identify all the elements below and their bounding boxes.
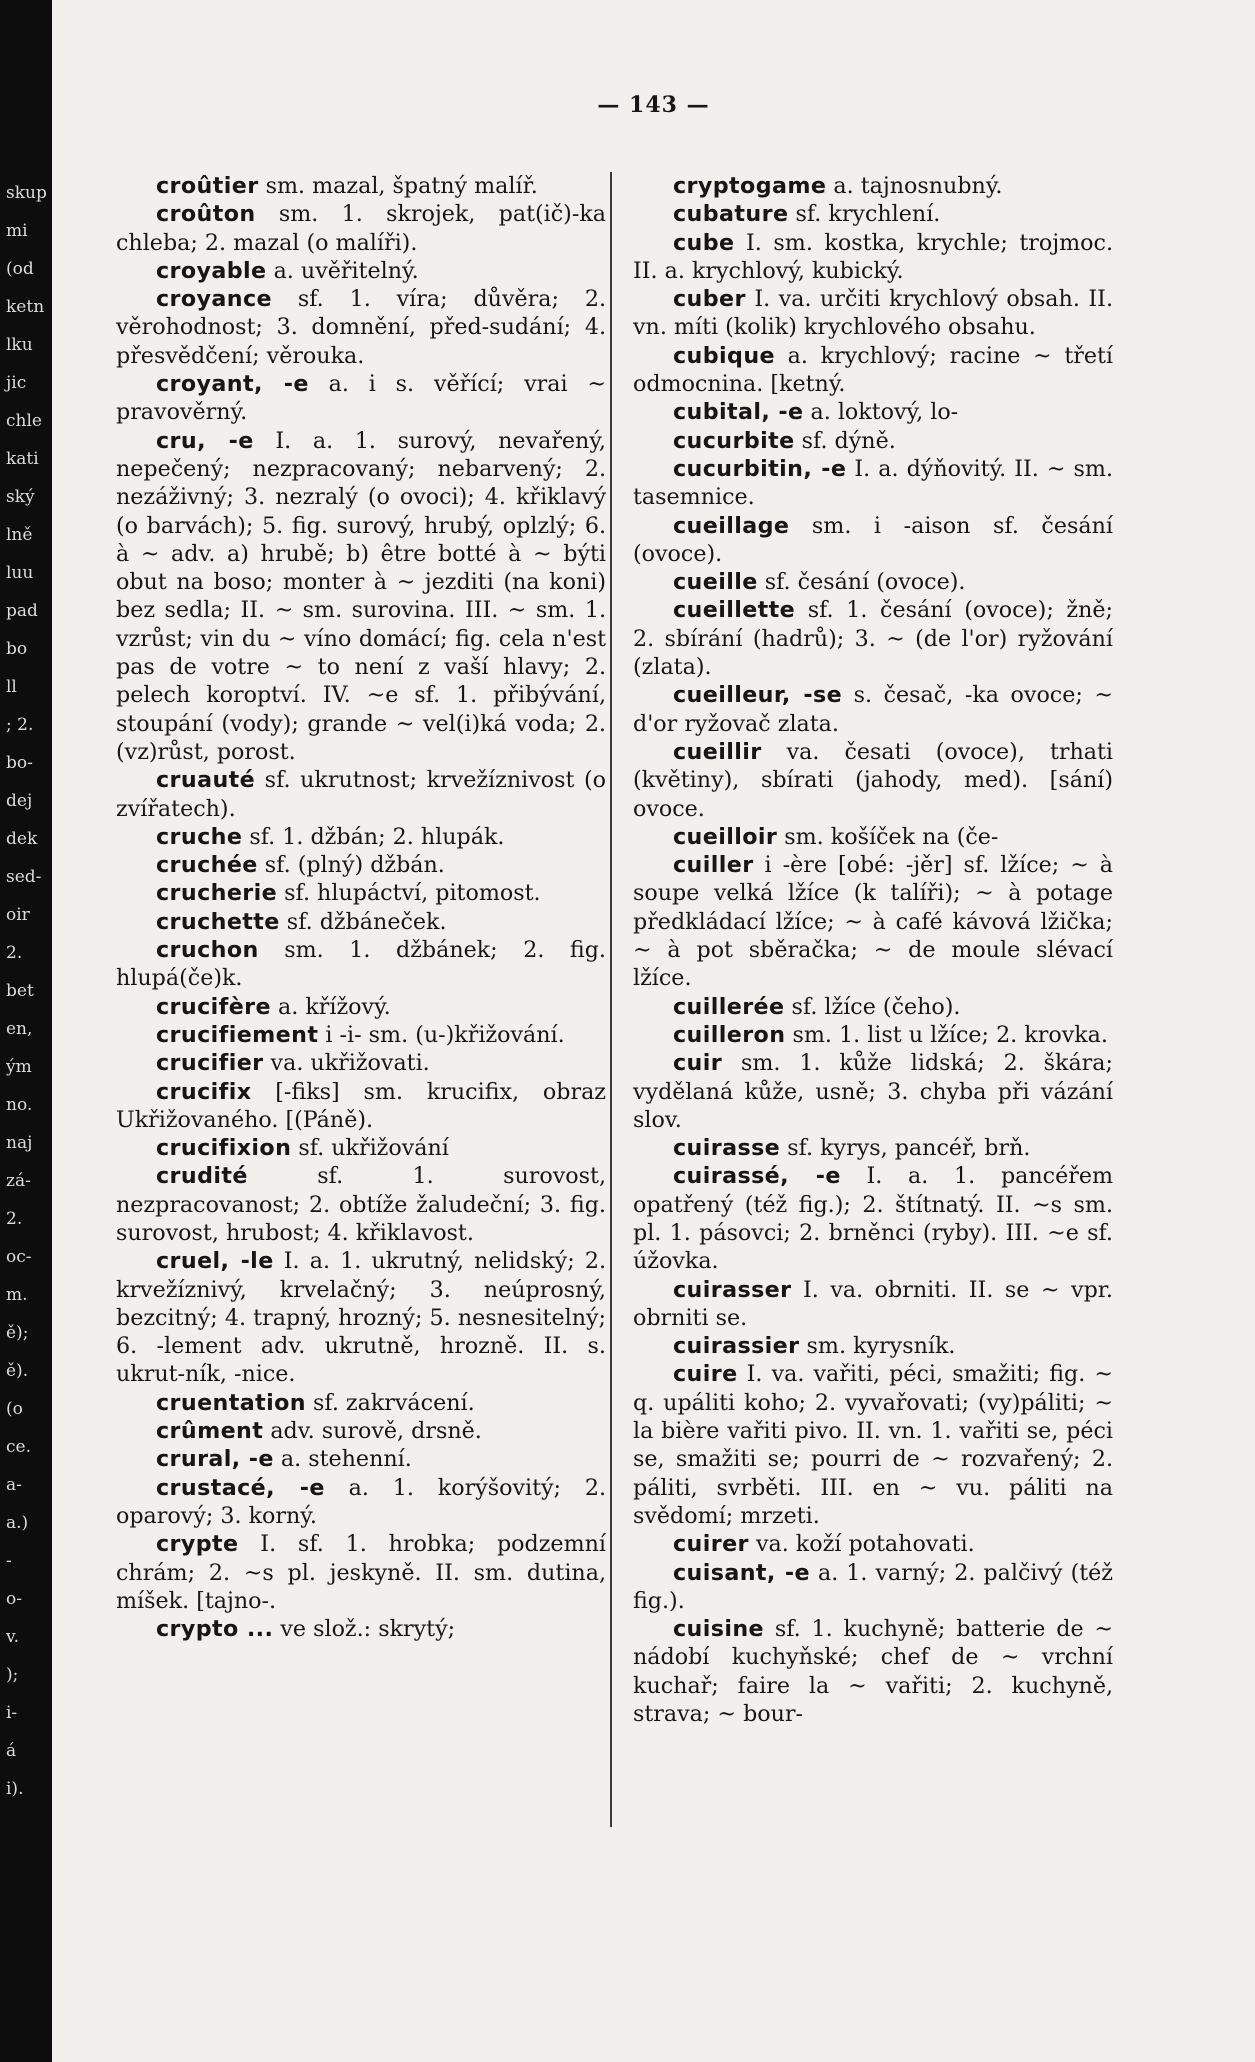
dictionary-entry bbox=[116, 1162, 606, 1247]
entry-definition: I. va. obrniti. II. se ~ vpr. obrniti se. bbox=[633, 1276, 1113, 1331]
dictionary-entry bbox=[116, 1134, 606, 1162]
dictionary-entry bbox=[633, 1559, 1113, 1616]
dictionary-entry bbox=[633, 1276, 1113, 1333]
entry-definition: a. křížový. bbox=[270, 993, 391, 1020]
adjacent-page-edge bbox=[0, 0, 52, 2062]
entry-headword: cube bbox=[673, 229, 735, 256]
entry-definition: va. koží potahovati. bbox=[748, 1531, 975, 1558]
entry-headword: cuillerée bbox=[673, 993, 785, 1020]
entry-headword: crural, -e bbox=[156, 1446, 274, 1473]
dictionary-entry bbox=[116, 993, 606, 1021]
dictionary-entry bbox=[116, 257, 606, 285]
entry-definition: sf. hlupáctví, pitomost. bbox=[277, 880, 541, 907]
entry-definition: sf. krychlení. bbox=[788, 201, 941, 228]
edge-text-fragment: jic bbox=[6, 373, 27, 393]
entry-headword: cueillette bbox=[673, 597, 796, 624]
entry-headword: cueilleur, -se bbox=[673, 682, 843, 709]
entry-headword: cubique bbox=[673, 342, 775, 369]
dictionary-entry bbox=[633, 1049, 1113, 1134]
entry-definition: sf. džbáneček. bbox=[279, 908, 447, 935]
entry-definition: I. sm. kostka, krychle; trojmoc. II. a. krychlový, kubický. bbox=[633, 229, 1113, 284]
dictionary-entry bbox=[633, 1615, 1113, 1728]
entry-definition: [-fiks] sm. krucifix, obraz Ukřižovaného. [(Páně). bbox=[116, 1078, 606, 1133]
entry-headword: cucurbitin, -e bbox=[673, 455, 847, 482]
dictionary-entry bbox=[633, 738, 1113, 823]
edge-text-fragment: ě); bbox=[6, 1323, 29, 1343]
edge-text-fragment: bo- bbox=[6, 753, 33, 773]
entry-headword: cru, -e bbox=[156, 427, 254, 454]
dictionary-entry bbox=[116, 936, 606, 993]
entry-definition: I. va. vařiti, péci, smažiti; fig. ~ q. upáliti koho; 2. vyvařovati; (vy)páliti; ~ la bière vařiti pivo. II. vn. 1. vařiti se, péci se, smažiti se; pourri de ~ rozvařený; 2. páliti, svrběti. III. en ~ vu. páliti na svědomí; mrzeti. bbox=[633, 1361, 1113, 1529]
entry-headword: crustacé, -e bbox=[156, 1474, 325, 1501]
dictionary-entry bbox=[633, 993, 1113, 1021]
entry-headword: cruchon bbox=[156, 937, 259, 964]
dictionary-entry bbox=[633, 200, 1113, 228]
edge-text-fragment: chle bbox=[6, 411, 42, 431]
entry-headword: cryptogame bbox=[673, 173, 827, 199]
dictionary-entry bbox=[116, 1247, 606, 1388]
edge-text-fragment: - bbox=[6, 1551, 12, 1571]
entry-definition: i -i- sm. (u-)křižování. bbox=[318, 1021, 565, 1048]
edge-text-fragment: v. bbox=[6, 1627, 19, 1647]
dictionary-entry bbox=[116, 908, 606, 936]
dictionary-entry bbox=[633, 427, 1113, 455]
entry-definition: sm. 1. kůže lidská; 2. škára; vydělaná kůže, usně; 3. chyba při vázání slov. bbox=[633, 1050, 1113, 1133]
entry-headword: croûtier bbox=[156, 173, 259, 199]
entry-headword: cuiller bbox=[673, 852, 754, 879]
entry-definition: a. i s. věřící; vrai ~ pravověrný. bbox=[116, 371, 606, 426]
dictionary-entry bbox=[116, 1021, 606, 1049]
entry-definition: a. uvěřitelný. bbox=[266, 257, 419, 284]
edge-text-fragment: luu bbox=[6, 563, 34, 583]
dictionary-entry bbox=[633, 823, 1113, 851]
edge-text-fragment: bet bbox=[6, 981, 34, 1001]
dictionary-entry bbox=[633, 1332, 1113, 1360]
entry-definition: sm. i -aison sf. česání (ovoce). bbox=[633, 512, 1113, 567]
entry-definition: I. sf. 1. hrobka; podzemní chrám; 2. ~s pl. jeskyně. II. sm. dutina, míšek. [tajno-. bbox=[116, 1531, 606, 1614]
edge-text-fragment: skup bbox=[6, 183, 47, 203]
dictionary-entry bbox=[116, 1417, 606, 1445]
dictionary-entry bbox=[633, 681, 1113, 738]
entry-headword: cueille bbox=[673, 569, 758, 596]
entry-definition: I. a. 1. pancéřem opatřený (též fig.); 2. štítnatý. II. ~s sm. pl. 1. pásovci; 2. brněnci (ryby). III. ~e sf. úžovka. bbox=[633, 1163, 1113, 1275]
entry-headword: cruchette bbox=[156, 908, 280, 935]
dictionary-entry bbox=[633, 285, 1113, 342]
entry-definition: sf. ukrutnost; krvežíznivost (o zvířatech). bbox=[116, 767, 606, 822]
entry-headword: cuirassé, -e bbox=[673, 1163, 841, 1190]
dictionary-entry bbox=[633, 172, 1113, 200]
entry-definition: sm. mazal, špatný malíř. bbox=[258, 173, 538, 199]
dictionary-entry bbox=[116, 1474, 606, 1531]
edge-text-fragment: naj bbox=[6, 1133, 33, 1153]
dictionary-entry bbox=[116, 879, 606, 907]
entry-headword: crucherie bbox=[156, 880, 278, 907]
right-column bbox=[627, 172, 1113, 1728]
entry-definition: sf. (plný) džbán. bbox=[257, 852, 445, 879]
dictionary-page bbox=[52, 0, 1255, 2062]
entry-definition: sm. kyrysník. bbox=[799, 1333, 956, 1360]
entry-definition: I. a. 1. surový, nevařený, nepečený; nezpracovaný; nebarvený; 2. nezáživný; 3. nezralý (o ovoci); 4. křiklavý (o barvách); 5. fig. surový, hrubý, oplzlý; 6. à ~ adv. a) hrubě; b) être botté à ~ býti obut na boso; monter à ~ jezditi (na koni) bez sedla; II. ~ sm. surovina. III. ~ sm. 1. vzrůst; vin du ~ víno domácí; fig. cela n'est pas de votre ~ to není z vaší hlavy; 2. pelech koroptví. IV. ~e sf. 1. přibývání, stoupání (vody); grande ~ vel(i)ká voda; 2. (vz)růst, porost. bbox=[116, 427, 606, 765]
entry-definition: sf. kyrys, pancéř, brň. bbox=[780, 1135, 1031, 1162]
dictionary-entry bbox=[633, 1530, 1113, 1558]
entry-headword: cruchée bbox=[156, 852, 258, 879]
entry-headword: cuisant, -e bbox=[673, 1559, 810, 1586]
entry-headword: crypte bbox=[156, 1531, 239, 1558]
edge-text-fragment: ); bbox=[6, 1665, 19, 1685]
entry-headword: cuber bbox=[673, 286, 746, 313]
edge-text-fragment: dej bbox=[6, 791, 33, 811]
entry-definition: va. česati (ovoce), trhati (květiny), sbírati (jahody, med). [sání) ovoce. bbox=[633, 738, 1113, 822]
dictionary-entry bbox=[116, 823, 606, 851]
entry-headword: cuire bbox=[673, 1361, 738, 1388]
edge-text-fragment: en, bbox=[6, 1019, 33, 1039]
entry-definition: I. a. dýňovitý. II. ~ sm. tasemnice. bbox=[633, 455, 1114, 511]
entry-definition: a. stehenní. bbox=[273, 1446, 412, 1473]
dictionary-entry bbox=[633, 1134, 1113, 1162]
entry-definition: I. va. určiti krychlový obsah. II. vn. míti (kolik) krychlového obsahu. bbox=[633, 286, 1113, 341]
entry-definition: sf. 1. česání (ovoce); žně; 2. sbírání (hadrů); 3. ~ (de l'or) ryžování (zlata). bbox=[633, 597, 1113, 681]
edge-text-fragment: ; 2. bbox=[6, 715, 34, 735]
edge-text-fragment: lně bbox=[6, 525, 33, 545]
entry-definition: sf. ukřižování bbox=[291, 1135, 449, 1162]
entry-headword: crypto ... bbox=[156, 1616, 274, 1643]
entry-headword: cruche bbox=[156, 823, 243, 850]
dictionary-entry bbox=[116, 200, 606, 257]
entry-headword: crucifiement bbox=[156, 1021, 319, 1048]
entry-headword: crucifix bbox=[156, 1078, 252, 1105]
entry-headword: crudité bbox=[156, 1163, 248, 1190]
edge-text-fragment: sed- bbox=[6, 867, 42, 887]
edge-text-fragment: dek bbox=[6, 829, 38, 849]
edge-text-fragment: ě). bbox=[6, 1361, 29, 1381]
entry-headword: cuirasse bbox=[673, 1135, 781, 1162]
edge-text-fragment: mi bbox=[6, 221, 28, 241]
entry-definition: sf. česání (ovoce). bbox=[757, 569, 966, 596]
edge-text-fragment: o- bbox=[6, 1589, 22, 1609]
dictionary-entry bbox=[116, 1445, 606, 1473]
edge-text-fragment: i). bbox=[6, 1779, 24, 1799]
entry-headword: crucifier bbox=[156, 1050, 264, 1077]
dictionary-entry bbox=[633, 229, 1113, 286]
entry-headword: crucifixion bbox=[156, 1135, 292, 1162]
entry-definition: sf. 1. víra; důvěra; 2. věrohodnost; 3. domnění, před-sudání; 4. přesvědčení; věrouka. bbox=[116, 286, 606, 369]
dictionary-entry bbox=[633, 342, 1113, 399]
edge-text-fragment: m. bbox=[6, 1285, 28, 1305]
dictionary-entry bbox=[633, 568, 1113, 596]
edge-text-fragment: (o bbox=[6, 1399, 23, 1419]
edge-text-fragment: ll bbox=[6, 677, 17, 697]
entry-headword: cueilloir bbox=[673, 823, 778, 850]
entry-headword: cuirasser bbox=[673, 1276, 792, 1303]
dictionary-entry bbox=[633, 455, 1113, 512]
entry-headword: croyance bbox=[156, 286, 272, 313]
entry-headword: cuisine bbox=[673, 1616, 765, 1643]
dictionary-entry bbox=[116, 427, 606, 767]
entry-definition: a. tajnosnubný. bbox=[826, 173, 1003, 199]
entry-definition: sf. zakrvácení. bbox=[305, 1389, 475, 1416]
entry-headword: cueillage bbox=[673, 512, 790, 539]
edge-text-fragment: ský bbox=[6, 487, 35, 507]
edge-text-fragment: (od bbox=[6, 259, 34, 279]
entry-headword: croyable bbox=[156, 257, 267, 284]
entry-definition: sm. 1. džbánek; 2. fig. hlupá(če)k. bbox=[116, 937, 606, 992]
entry-definition: sm. 1. list u lžíce; 2. krovka. bbox=[785, 1021, 1108, 1048]
dictionary-entry bbox=[116, 851, 606, 879]
column-divider bbox=[610, 172, 612, 1827]
dictionary-entry bbox=[633, 1021, 1113, 1049]
entry-definition: sf. 1. surovost, nezpracovanost; 2. obtíže žaludeční; 3. fig. surovost, hrubost; 4. křiklavost. bbox=[116, 1163, 606, 1246]
entry-headword: crûment bbox=[156, 1418, 264, 1445]
dictionary-entry bbox=[116, 1530, 606, 1615]
dictionary-entry bbox=[116, 370, 606, 427]
entry-headword: cuir bbox=[673, 1050, 723, 1077]
dictionary-entry bbox=[116, 172, 606, 200]
left-column bbox=[110, 172, 606, 1643]
entry-definition: adv. surově, drsně. bbox=[263, 1418, 482, 1445]
entry-definition: i -ère [obé: -jěr] sf. lžíce; ~ à soupe velká lžíce (k talíři); ~ à potage předkládací lžíce; ~ à café kávová lžička; ~ à pot sběračka; ~ de moule slévací lžíce. bbox=[633, 852, 1113, 992]
dictionary-entry bbox=[116, 1049, 606, 1077]
entry-definition: sm. 1. skrojek, pat(ič)-ka chleba; 2. mazal (o malíři). bbox=[116, 201, 606, 256]
edge-text-fragment: ketn bbox=[6, 297, 45, 317]
entry-definition: va. ukřižovati. bbox=[263, 1050, 430, 1077]
dictionary-entry bbox=[633, 1360, 1113, 1530]
dictionary-entry bbox=[116, 1078, 606, 1135]
entry-definition: sm. košíček na (če- bbox=[777, 823, 999, 850]
edge-text-fragment: kati bbox=[6, 449, 39, 469]
dictionary-entry bbox=[116, 1389, 606, 1417]
edge-text-fragment: 2. bbox=[6, 943, 23, 963]
edge-text-fragment: a- bbox=[6, 1475, 22, 1495]
edge-text-fragment: lku bbox=[6, 335, 33, 355]
edge-text-fragment: bo bbox=[6, 639, 28, 659]
entry-headword: crucifère bbox=[156, 993, 271, 1020]
entry-headword: croyant, -e bbox=[156, 371, 309, 398]
edge-text-fragment: zá- bbox=[6, 1171, 31, 1191]
entry-headword: cuirassier bbox=[673, 1333, 800, 1360]
edge-text-fragment: oir bbox=[6, 905, 30, 925]
dictionary-entry bbox=[633, 398, 1113, 426]
entry-definition: ve slož.: skrytý; bbox=[273, 1616, 456, 1643]
entry-definition: sf. 1. džbán; 2. hlupák. bbox=[242, 823, 505, 850]
edge-text-fragment: 2. bbox=[6, 1209, 23, 1229]
entry-headword: cuilleron bbox=[673, 1021, 786, 1048]
edge-text-fragment: no. bbox=[6, 1095, 33, 1115]
edge-text-fragment: a.) bbox=[6, 1513, 29, 1533]
dictionary-entry bbox=[633, 1162, 1113, 1275]
entry-headword: cruauté bbox=[156, 767, 256, 794]
edge-text-fragment: ým bbox=[6, 1057, 32, 1077]
entry-headword: cubature bbox=[673, 201, 789, 228]
dictionary-entry bbox=[633, 512, 1113, 569]
entry-definition: a. 1. korýšovitý; 2. oparový; 3. korný. bbox=[116, 1474, 606, 1529]
entry-headword: cueillir bbox=[673, 738, 762, 765]
entry-definition: I. a. 1. ukrutný, nelidský; 2. krvežíznivý, krvelačný; 3. neúprosný, bezcitný; 4. trapný, hrozný; 5. nesnesitelný; 6. -lement adv. ukrutně, hrozně. II. s. ukrut-ník, -nice. bbox=[116, 1248, 606, 1388]
entry-definition: a. loktový, lo- bbox=[803, 399, 959, 426]
entry-definition: s. česač, -ka ovoce; ~ d'or ryžovač zlata. bbox=[633, 682, 1113, 737]
edge-text-fragment: i- bbox=[6, 1703, 18, 1723]
entry-definition: a. 1. varný; 2. palčivý (též fig.). bbox=[633, 1559, 1113, 1614]
dictionary-entry bbox=[116, 766, 606, 823]
entry-headword: cruentation bbox=[156, 1389, 306, 1416]
dictionary-entry bbox=[633, 596, 1113, 681]
entry-headword: cucurbite bbox=[673, 427, 795, 454]
entry-definition: a. krychlový; racine ~ třetí odmocnina. [ketný. bbox=[633, 342, 1113, 398]
edge-text-fragment: pad bbox=[6, 601, 38, 621]
page-number: — 143 — bbox=[597, 92, 710, 118]
dictionary-entry bbox=[633, 851, 1113, 992]
entry-headword: croûton bbox=[156, 201, 256, 228]
entry-definition: sf. 1. kuchyně; batterie de ~ nádobí kuchyňské; chef de ~ vrchní kuchař; faire la ~ vařiti; 2. kuchyně, strava; ~ bour- bbox=[633, 1616, 1113, 1728]
dictionary-entry bbox=[116, 1615, 606, 1643]
edge-text-fragment: á bbox=[6, 1741, 17, 1761]
edge-text-fragment: ce. bbox=[6, 1437, 31, 1457]
entry-headword: cruel, -le bbox=[156, 1248, 274, 1275]
dictionary-entry bbox=[116, 285, 606, 370]
entry-headword: cubital, -e bbox=[673, 399, 804, 426]
entry-headword: cuirer bbox=[673, 1531, 749, 1558]
edge-text-fragment: oc- bbox=[6, 1247, 32, 1267]
entry-definition: sf. dýně. bbox=[794, 427, 896, 454]
entry-definition: sf. lžíce (čeho). bbox=[784, 993, 961, 1020]
